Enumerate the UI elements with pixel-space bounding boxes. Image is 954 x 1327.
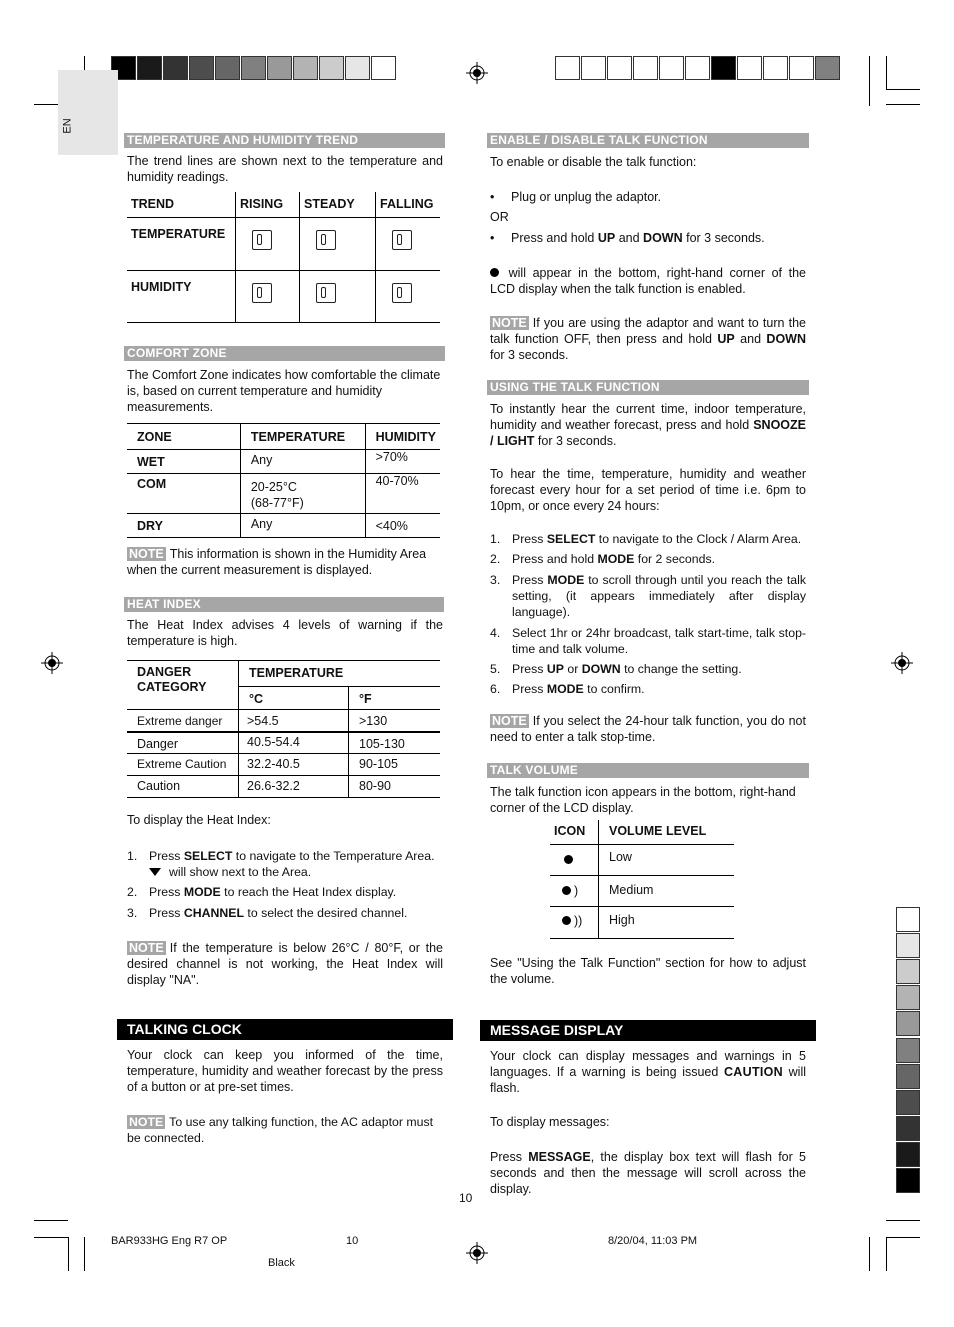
gray-swatch (896, 1168, 920, 1193)
section-header-comfort: COMFORT ZONE (124, 346, 445, 361)
note-label: NOTE (129, 547, 164, 561)
note-text: This information is shown in the Humidity Area when the current measurement is displayed. (127, 547, 427, 577)
trend-table (127, 192, 440, 323)
volume-intro: The talk function icon appears in the bottom, right-hand corner of the LCD display. (490, 785, 796, 815)
enable-note (490, 315, 806, 363)
step-text: Select 1hr or 24hr broadcast, talk start-time, talk stop-time and talk volume. (512, 626, 806, 656)
gray-swatch (896, 1090, 920, 1115)
key-up: UP (597, 231, 616, 245)
gray-swatch (896, 1064, 920, 1089)
icon-col-header: ICON (550, 820, 599, 844)
paragraph-text: will flash. (490, 1065, 806, 1095)
rising-col-header: RISING (236, 192, 300, 217)
key-snooze: SNOOZE / LIGHT (490, 418, 806, 448)
comfort-note (127, 546, 443, 578)
color-swatch (189, 56, 214, 80)
footer-date: 8/20/04, 11:03 PM (608, 1235, 698, 1247)
color-swatch (215, 56, 240, 80)
color-swatch (267, 56, 292, 80)
key-down: DOWN (766, 332, 806, 346)
trend-col-header: TREND (127, 192, 236, 217)
step-text: to scroll through until you reach the talk setting, (it appears immediately after display language). (512, 573, 806, 619)
heat-steps (127, 848, 447, 921)
list-item (490, 661, 806, 677)
message-p3 (490, 1149, 806, 1197)
footer-color: Black (268, 1257, 295, 1269)
message-p2: To display messages: (490, 1115, 610, 1129)
heat-intro: The Heat Index advises 4 levels of warning if the temperature is high. (127, 618, 443, 648)
color-swatch (163, 56, 188, 80)
step-number: 2. (490, 552, 501, 566)
registration-mark-right (891, 652, 913, 674)
paragraph-text: Press (490, 1150, 529, 1164)
celsius-cell: 32.2-40.5 (239, 754, 349, 776)
step-text: Press (149, 906, 184, 920)
note-text: If you are using the adaptor and want to turn the talk function OFF, then press and hold (490, 316, 806, 346)
note-label: NOTE (129, 1115, 164, 1129)
comfort-intro: The Comfort Zone indicates how comfortable the climate is, based on current temperature and humidity measurements. (127, 368, 441, 414)
hum-steady-icon (316, 283, 336, 303)
steady-col-header: STEADY (300, 192, 376, 217)
language-tab-label: EN (61, 118, 74, 134)
color-swatch (241, 56, 266, 80)
list-item (127, 905, 447, 921)
color-swatch (815, 56, 840, 80)
note-text: for 3 seconds. (490, 348, 569, 362)
paragraph-text: , the display box text will flash for 5 seconds and then the message will scroll across the display. (490, 1150, 806, 1196)
color-swatch (345, 56, 370, 80)
heat-note (127, 940, 443, 988)
registration-mark-bottom (466, 1242, 488, 1264)
humidity-cell: 40-70% (375, 474, 419, 488)
key-up: UP (717, 332, 735, 346)
color-swatch (685, 56, 710, 80)
color-swatch (555, 56, 580, 80)
step-text: or (563, 662, 582, 676)
category-cell: Danger (127, 732, 239, 754)
heat-display-intro: To display the Heat Index: (127, 813, 271, 827)
step-text: Press (512, 682, 547, 696)
temp-col-header: TEMPERATURE (240, 424, 365, 450)
color-swatch (293, 56, 318, 80)
section-header-volume: TALK VOLUME (487, 763, 809, 778)
step-text: Press and hold (512, 552, 598, 566)
temp-falling-icon (392, 230, 412, 250)
bullet-text: Press and hold (511, 231, 598, 245)
registration-mark-top (466, 62, 488, 84)
color-calibration-bar-left (111, 56, 397, 80)
enable-bullet-1: • Plug or unplug the adaptor. (490, 190, 662, 204)
step-text: Press (149, 885, 184, 899)
gray-swatch (896, 1142, 920, 1167)
temperature-row-label: TEMPERATURE (127, 217, 236, 270)
note-label: NOTE (492, 316, 527, 330)
step-key: UP (546, 662, 564, 676)
gray-swatch (896, 1011, 920, 1036)
step-text: to navigate to the Temperature Area. (232, 849, 435, 863)
list-item (127, 884, 447, 900)
color-swatch (737, 56, 762, 80)
note-text: and (734, 332, 767, 346)
step-key: MODE (546, 682, 584, 696)
color-swatch (711, 56, 736, 80)
temperature-header: TEMPERATURE (249, 666, 344, 680)
fahrenheit-header: °F (359, 692, 372, 706)
color-swatch (633, 56, 658, 80)
humidity-row-label: HUMIDITY (127, 270, 236, 322)
section-header-using: USING THE TALK FUNCTION (487, 380, 809, 395)
speaker-medium-icon (562, 885, 574, 897)
section-header-enable: ENABLE / DISABLE TALK FUNCTION (487, 133, 809, 148)
using-p2: To hear the time, temperature, humidity and weather forecast every hour for a set period of time i.e. 6pm to 10pm, or once every 24 hours: (490, 467, 806, 513)
message-p1 (490, 1048, 806, 1096)
volume-level-cell: High (609, 912, 635, 927)
humidity-cell: <40% (375, 519, 408, 533)
using-note (490, 713, 806, 745)
paragraph-text: Your clock can display messages and warnings in 5 languages. If a warning is being issued (490, 1049, 806, 1079)
hum-falling-icon (392, 283, 412, 303)
celsius-header (239, 687, 349, 710)
using-steps (490, 531, 806, 697)
using-p1 (490, 401, 806, 449)
step-text: Press (512, 573, 548, 587)
celsius-label: °C (249, 692, 264, 706)
temp-cell: Any (240, 450, 365, 474)
note-text: To use any talking function, the AC adaptor must be connected. (127, 1115, 434, 1145)
color-calibration-bar-right (555, 56, 841, 80)
list-item (127, 848, 447, 880)
enable-intro: To enable or disable the talk function: (490, 155, 697, 169)
step-text: Press (512, 662, 547, 676)
step-key: SELECT (546, 532, 596, 546)
volume-level-cell: Medium (609, 882, 654, 897)
list-item (490, 572, 806, 620)
step-key: MODE (597, 552, 635, 566)
color-swatch (763, 56, 788, 80)
page-number: 10 (459, 1191, 473, 1205)
gray-swatch (896, 985, 920, 1010)
step-number: 5. (490, 662, 501, 676)
step-key: SELECT (183, 849, 233, 863)
step-text: will show next to the Area. (169, 865, 312, 879)
bullet-text: Plug or unplug the adaptor. (511, 190, 662, 204)
volume-icon-cell: )) (550, 906, 599, 938)
volume-table (550, 820, 734, 939)
temp-rising-icon (252, 230, 272, 250)
language-tab (58, 70, 118, 155)
footer-filename: BAR933HG Eng R7 OP (111, 1235, 228, 1247)
color-swatch (659, 56, 684, 80)
category-cell: Extreme Caution (127, 754, 239, 776)
step-key: MODE (183, 885, 221, 899)
note-text: If you select the 24-hour talk function, you do not need to enter a talk stop-time. (490, 714, 806, 744)
heat-index-table (127, 660, 440, 798)
step-text: to change the setting. (620, 662, 742, 676)
step-text: to confirm. (583, 682, 645, 696)
gray-swatch (896, 959, 920, 984)
zone-cell: DRY (127, 514, 240, 538)
temp-cell (240, 474, 365, 514)
color-swatch (137, 56, 162, 80)
gray-swatch (896, 1038, 920, 1063)
category-cell: Extreme danger (127, 710, 239, 732)
color-swatch (371, 56, 396, 80)
paragraph-text: To instantly hear the current time, indoor temperature, humidity and weather forecast, press and hold (490, 402, 806, 432)
humidity-col-header: HUMIDITY (375, 430, 436, 444)
zone-col-header: ZONE (127, 424, 240, 450)
enable-icon-text (490, 265, 806, 297)
bullet-text: for 3 seconds. (682, 231, 765, 245)
gray-swatch (896, 933, 920, 958)
step-text: Press (512, 532, 547, 546)
color-swatch (607, 56, 632, 80)
temp-celsius: 20-25°C (250, 480, 297, 494)
talking-body: Your clock can keep you informed of the time, temperature, humidity and weather forecast by the press of a button or at pre-set times. (127, 1048, 443, 1094)
speaker-low-icon (564, 854, 576, 866)
step-number: 1. (127, 849, 138, 863)
list-item (490, 625, 806, 657)
category-label: CATEGORY (137, 680, 207, 694)
volume-icon-cell (550, 844, 599, 875)
section-header-message: MESSAGE DISPLAY (480, 1020, 816, 1041)
step-text: to reach the Heat Index display. (220, 885, 397, 899)
step-text: Press (149, 849, 184, 863)
color-swatch (581, 56, 606, 80)
humidity-cell: >70% (375, 450, 408, 464)
fahrenheit-cell: 105-130 (359, 736, 405, 751)
section-header-heat: HEAT INDEX (124, 597, 444, 612)
talking-note (127, 1114, 443, 1146)
caution-label: CAUTION (723, 1065, 784, 1079)
celsius-cell: >54.5 (239, 710, 349, 732)
temp-fahrenheit: (68-77°F) (250, 496, 304, 510)
falling-col-header: FALLING (380, 197, 434, 211)
hum-rising-icon (252, 283, 272, 303)
step-key: MODE (547, 573, 585, 587)
speaker-high-icon (562, 915, 574, 927)
volume-level-cell: Low (609, 849, 632, 864)
step-text: for 2 seconds. (634, 552, 716, 566)
trend-intro: The trend lines are shown next to the temperature and humidity readings. (127, 154, 443, 184)
step-number: 1. (490, 532, 501, 546)
color-swatch (319, 56, 344, 80)
celsius-cell: 26.6-32.2 (239, 776, 349, 798)
list-item (490, 681, 806, 697)
step-key: CHANNEL (183, 906, 244, 920)
step-number: 4. (490, 626, 501, 640)
volume-icon-cell: ) (550, 875, 599, 906)
danger-category-header (127, 661, 239, 710)
volume-outro: See "Using the Talk Function" section for how to adjust the volume. (490, 956, 806, 986)
celsius-cell: 40.5-54.4 (239, 732, 349, 754)
color-swatch (789, 56, 814, 80)
section-header-trend: TEMPERATURE AND HUMIDITY TREND (124, 133, 445, 148)
note-text: If the temperature is below 26°C / 80°F, or the desired channel is not working, the Heat Index will display "NA". (127, 941, 443, 987)
volume-col-header: VOLUME LEVEL (609, 824, 707, 838)
speaker-icon (490, 267, 502, 279)
temp-steady-icon (316, 230, 336, 250)
step-number: 3. (127, 906, 138, 920)
zone-cell: WET (127, 450, 240, 474)
step-key: DOWN (581, 662, 621, 676)
section-header-talking-clock: TALKING CLOCK (117, 1019, 453, 1040)
step-number: 2. (127, 885, 138, 899)
fahrenheit-cell: 80-90 (359, 779, 391, 793)
danger-label: DANGER (137, 665, 192, 679)
list-item (490, 531, 806, 547)
step-text: to navigate to the Clock / Alarm Area. (595, 532, 802, 546)
paragraph-text: for 3 seconds. (534, 434, 617, 448)
enable-or: OR (490, 210, 509, 224)
category-cell: Caution (127, 776, 239, 798)
down-arrow-icon (149, 868, 161, 876)
step-number: 3. (490, 573, 501, 587)
temp-cell: Any (240, 514, 365, 538)
fahrenheit-cell: >130 (359, 714, 388, 728)
gray-swatch (896, 907, 920, 932)
step-number: 6. (490, 682, 501, 696)
footer-page: 10 (346, 1235, 359, 1247)
icon-description: will appear in the bottom, right-hand corner of the LCD display when the talk function is enabled. (490, 266, 806, 296)
gray-swatch (896, 1116, 920, 1141)
comfort-table (127, 423, 440, 538)
bullet-text: and (615, 231, 644, 245)
key-message: MESSAGE (528, 1150, 591, 1164)
note-label: NOTE (129, 941, 164, 955)
fahrenheit-cell: 90-105 (359, 757, 398, 771)
enable-bullet-2: • Press and hold UP and DOWN for 3 seconds. (490, 231, 765, 245)
zone-cell: COM (127, 474, 240, 514)
note-label: NOTE (492, 714, 527, 728)
key-down: DOWN (643, 231, 683, 245)
step-text: to select the desired channel. (243, 906, 408, 920)
registration-mark-left (41, 652, 63, 674)
list-item (490, 551, 806, 567)
